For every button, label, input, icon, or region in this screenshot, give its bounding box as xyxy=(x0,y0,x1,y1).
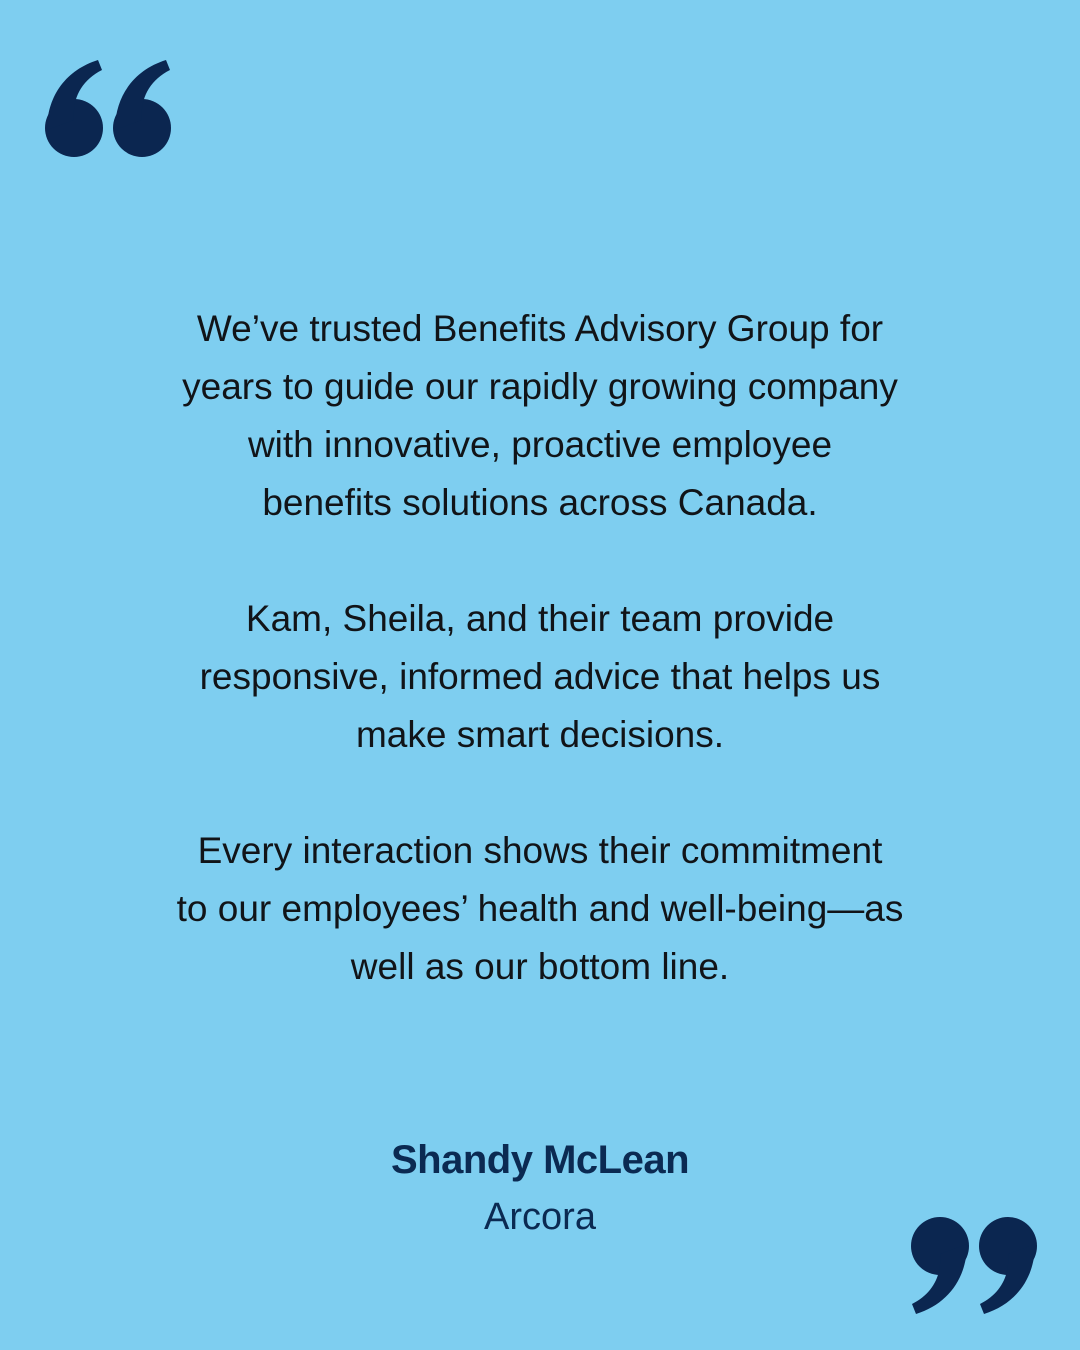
testimonial-text xyxy=(100,300,980,996)
quote-line: benefits solutions across Canada. xyxy=(262,482,818,523)
author-name: Shandy McLean xyxy=(390,1138,689,1182)
quote-line: make smart decisions. xyxy=(355,714,725,755)
testimonial-paragraph-3 xyxy=(100,822,980,996)
close-quote-icon xyxy=(908,1214,1038,1316)
open-quote-icon xyxy=(44,58,174,160)
quote-line: with innovative, proactive employee xyxy=(247,424,833,465)
testimonial-paragraph-2 xyxy=(100,590,980,764)
quote-line: Kam, Sheila, and their team provide xyxy=(245,598,835,639)
author-company: Arcora xyxy=(484,1196,596,1238)
quote-line: years to guide our rapidly growing company xyxy=(182,366,898,407)
quote-line: Every interaction shows their commitment xyxy=(197,830,883,871)
quote-line: well as our bottom line. xyxy=(350,946,730,987)
testimonial-paragraph-1 xyxy=(100,300,980,532)
quote-line: responsive, informed advice that helps us xyxy=(199,656,881,697)
quote-line: We’ve trusted Benefits Advisory Group for xyxy=(196,308,884,349)
quote-line: to our employees’ health and well-being—as xyxy=(176,888,904,929)
